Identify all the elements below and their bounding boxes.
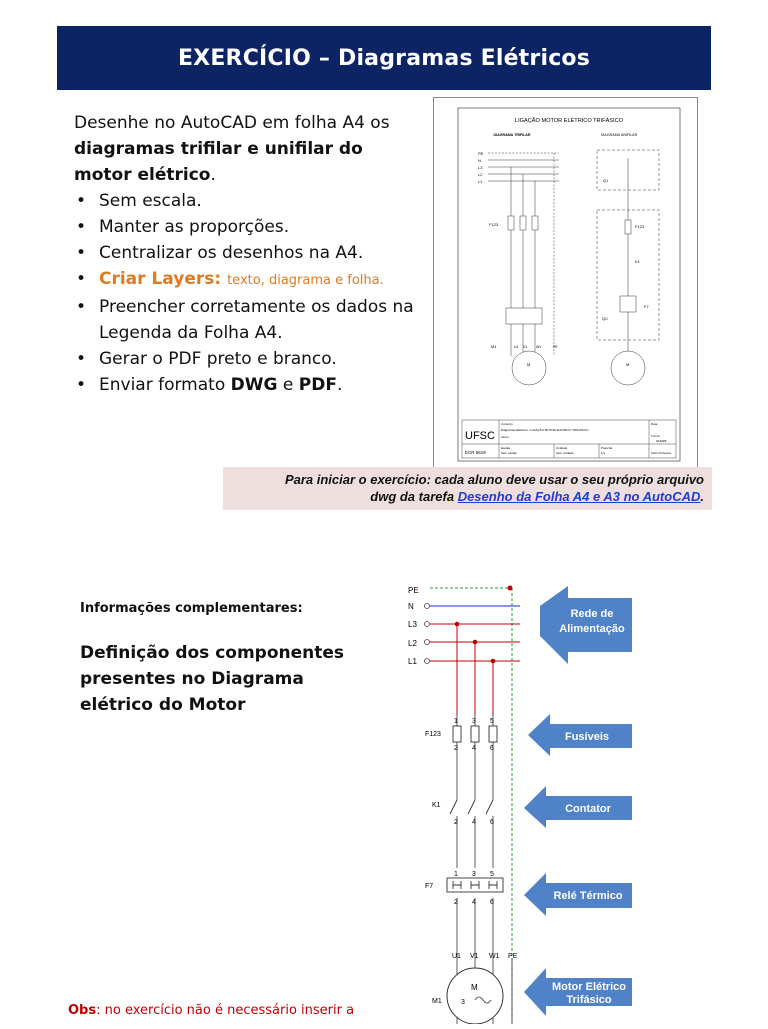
terminal-6-f7: 6 xyxy=(490,899,494,906)
list-item: • Gerar o PDF preto e branco. xyxy=(74,346,424,372)
arrow-rede-1: Rede de xyxy=(570,608,614,620)
thermal-relay-symbol xyxy=(447,878,503,892)
obs-text: : no exercício não é necessário inserir a xyxy=(96,1003,355,1018)
legend-visto: Visto Professor xyxy=(651,451,672,455)
intro-end: . xyxy=(210,165,216,185)
terminal-6: 6 xyxy=(490,745,494,752)
sheet-logo: UFSC xyxy=(465,430,495,442)
fuse-symbols xyxy=(453,726,497,742)
label-f7: F7 xyxy=(425,883,434,890)
sheet-label-pe: PE xyxy=(478,151,484,156)
sheet-label-n: N xyxy=(478,158,481,163)
sheet-m1: M1 xyxy=(491,344,497,349)
terminal-6-k1: 6 xyxy=(490,819,494,826)
instructions xyxy=(74,110,424,398)
obs-note xyxy=(68,1003,354,1018)
sheet-right-caption: DIAGRAMA UNIFILAR xyxy=(600,133,638,137)
arrow-rele: Relé Térmico xyxy=(553,890,623,902)
arrow-motor-1: Motor Elétrico xyxy=(552,981,626,993)
sheet-f7: F7 xyxy=(644,304,649,309)
legend-escala: Escala xyxy=(501,446,511,450)
sheet-u1: U1 xyxy=(514,345,519,349)
legend-unidade: Unidade xyxy=(556,446,568,450)
list-item xyxy=(74,372,424,398)
label-f123: F123 xyxy=(425,731,441,738)
label-n: N xyxy=(408,602,414,611)
legend-escala-val: Sem escala xyxy=(501,451,517,455)
list-item: • Centralizar os desenhos na A4. xyxy=(74,240,424,266)
motor-diagram xyxy=(400,578,768,1024)
arrow-rede-2: Alimentação xyxy=(559,623,625,635)
label-l1: L1 xyxy=(408,657,417,666)
sheet-motor-m-uni: M xyxy=(626,362,630,367)
sheet-w1: W1 xyxy=(536,345,542,349)
terminal-5-f7: 5 xyxy=(490,871,494,878)
list-item: • Preencher corretamente os dados na Legenda da Folha A4. xyxy=(74,294,424,346)
terminal-2-k1: 2 xyxy=(454,819,458,826)
terminal-3-f7: 3 xyxy=(472,871,476,878)
note-end: . xyxy=(700,489,704,504)
sheet-qc: QC xyxy=(602,316,608,321)
intro-bold: diagramas trifilar e unifilar do motor elétrico xyxy=(74,139,363,185)
note-text: dwg da tarefa xyxy=(370,489,458,504)
label-m1: M1 xyxy=(432,998,442,1005)
page-title: EXERCÍCIO – Diagramas Elétricos xyxy=(57,26,711,90)
list-item: • Manter as proporções. xyxy=(74,214,424,240)
intro-text: Desenhe no AutoCAD em folha A4 os xyxy=(74,113,390,133)
intro-paragraph xyxy=(74,110,424,188)
label-u1: U1 xyxy=(452,953,461,960)
terminal-2-f7: 2 xyxy=(454,899,458,906)
sheet-f123: F123 xyxy=(489,222,499,227)
label-pe: PE xyxy=(408,586,419,595)
list-item: • Sem escala. xyxy=(74,188,424,214)
start-note xyxy=(223,467,712,510)
sheet-q1: Q1 xyxy=(603,178,609,183)
send-and: e xyxy=(277,375,299,395)
sheet-pe: PE xyxy=(553,345,558,349)
terminal-4-f7: 4 xyxy=(472,899,476,906)
send-text: Enviar formato xyxy=(99,375,231,395)
definition-heading: Definição dos componentes presentes no Diagrama elétrico do Motor xyxy=(80,643,345,715)
legend-turma: Turma xyxy=(651,434,660,438)
arrow-contator: Contator xyxy=(565,803,611,815)
terminal-4-k1: 4 xyxy=(472,819,476,826)
sheet-label-l2: L2 xyxy=(478,172,483,177)
legend-aluno: Aluno xyxy=(501,435,509,439)
sheet-code: ECR 5619 xyxy=(465,450,486,455)
sheet-left-caption: DIAGRAMA TRIFILAR xyxy=(493,133,531,137)
motor-three: 3 xyxy=(461,999,465,1006)
sheet-title: LIGAÇÃO MOTOR ELÉTRICO TRIFÁSICO xyxy=(515,118,623,124)
legend-data: Data xyxy=(651,422,658,426)
terminal-5: 5 xyxy=(490,718,494,725)
sheet-label-l1: L1 xyxy=(478,179,483,184)
motor-symbol xyxy=(447,968,503,1024)
sheet-supply-lines xyxy=(488,153,559,356)
obs-label: Obs xyxy=(68,1003,97,1018)
sheet-v1: V1 xyxy=(523,345,528,349)
terminal-3: 3 xyxy=(472,718,476,725)
label-v1: V1 xyxy=(470,953,479,960)
dwg-format: DWG xyxy=(230,375,278,395)
label-l3: L3 xyxy=(408,620,417,629)
instruction-list xyxy=(74,188,424,398)
pe-node xyxy=(508,586,513,591)
legend-unidade-val: Sem unidade xyxy=(556,451,574,455)
sheet-f123-uni: F123 xyxy=(635,224,645,229)
label-w1: W1 xyxy=(489,953,500,960)
motor-m: M xyxy=(471,983,478,992)
layers-sep: : xyxy=(214,269,228,289)
terminal-2: 2 xyxy=(454,745,458,752)
terminal-4: 4 xyxy=(472,745,476,752)
label-l2: L2 xyxy=(408,639,417,648)
sheet-motor-m: M xyxy=(527,362,531,367)
pdf-format: PDF xyxy=(298,375,337,395)
sheet-k1: K1 xyxy=(635,259,640,264)
list-item xyxy=(74,266,424,294)
sheet-label-l3: L3 xyxy=(478,165,483,170)
legend-prancha-val: 1/1 xyxy=(601,451,606,455)
sheet-unifilar xyxy=(597,150,659,385)
legend-prancha: Prancha xyxy=(601,446,613,450)
arrow-motor-2: Trifásico xyxy=(566,994,612,1006)
a4-sheet-preview xyxy=(433,97,698,470)
legend-curso: Curso(s) xyxy=(501,422,513,426)
terminal-1-f7: 1 xyxy=(454,871,458,878)
note-line-2 xyxy=(223,488,704,505)
contactor-symbol xyxy=(450,800,493,814)
legend-turma-val: 04404B xyxy=(656,439,667,443)
phase-conductors xyxy=(430,624,520,715)
legend-desc: Diagramas Elétricos • LIGAÇÃO MOTOR ELÉTRICO TRIFÁSICO xyxy=(501,428,589,432)
label-k1: K1 xyxy=(432,802,441,809)
label-pe-motor: PE xyxy=(508,953,518,960)
arrow-fusiveis: Fusíveis xyxy=(564,731,610,743)
note-line-1: Para iniciar o exercício: cada aluno deve usar o seu próprio arquivo xyxy=(284,472,704,487)
info-heading: Informações complementares: xyxy=(80,601,303,616)
terminal-1: 1 xyxy=(454,718,458,725)
send-end: . xyxy=(336,375,343,395)
layers-label: Criar Layers xyxy=(99,269,215,289)
layers-list: texto, diagrama e folha. xyxy=(227,273,384,288)
assignment-link[interactable]: Desenho da Folha A4 e A3 no AutoCAD xyxy=(457,489,701,504)
